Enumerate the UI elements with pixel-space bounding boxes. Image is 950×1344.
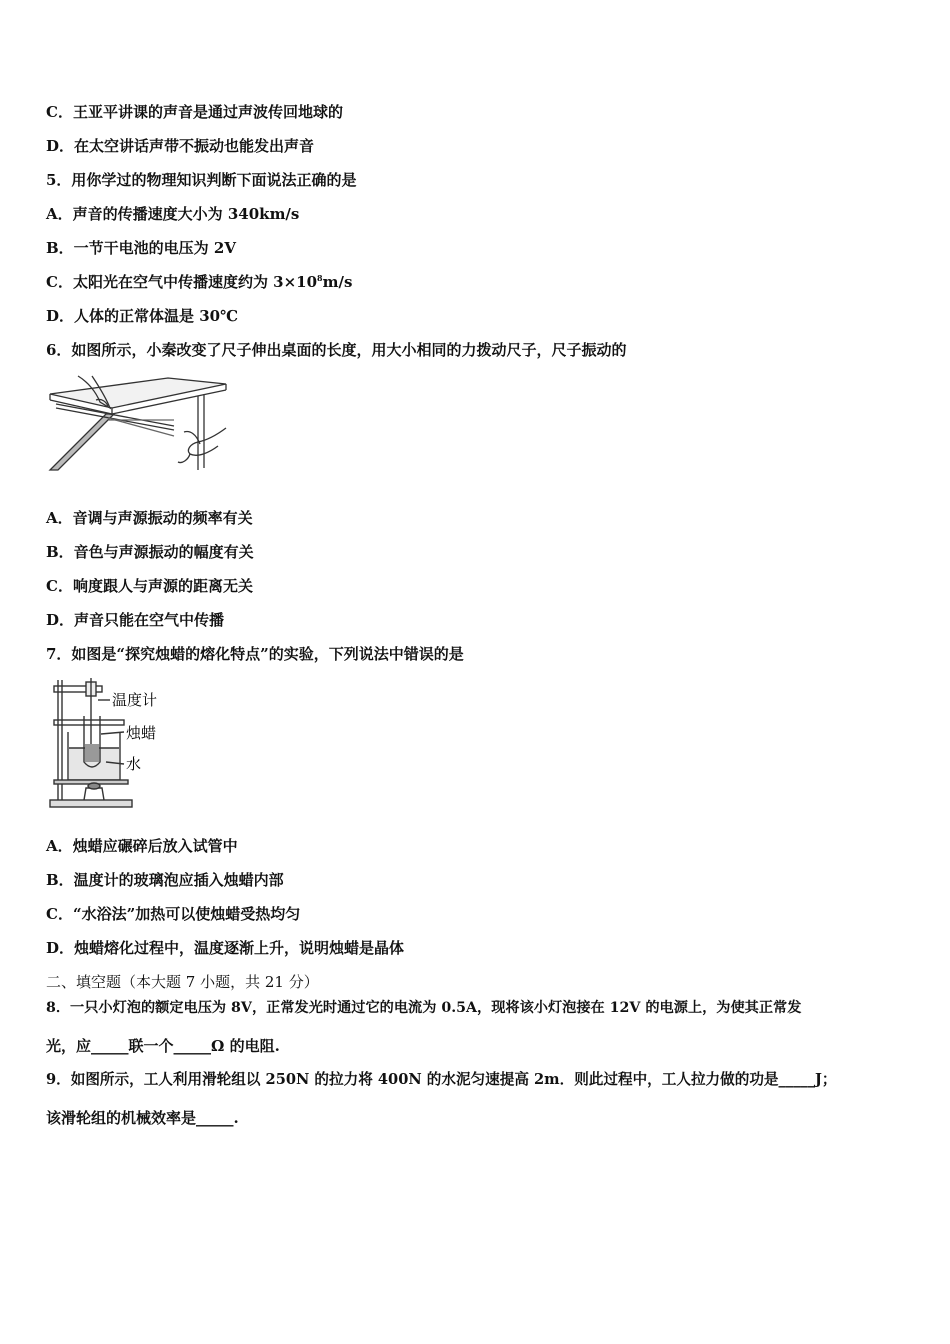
q7-option-a: A．烛蜡应碾碎后放入试管中 xyxy=(46,837,238,855)
q6-option-d: D．声音只能在空气中传播 xyxy=(46,611,225,629)
q7-option-d: D．烛蜡熔化过程中，温度逐渐上升，说明烛蜡是晶体 xyxy=(46,939,405,957)
q9-line-1: 9．如图所示，工人利用滑轮组以 250N 的拉力将 400N 的水泥匀速提高 2m．则此过程中，工人拉力做的功是_____J； xyxy=(46,1071,837,1088)
q7-option-c: C．“水浴法”加热可以使烛蜡受热均匀 xyxy=(46,905,301,923)
q5-option-b: B．一节干电池的电压为 2V xyxy=(46,239,236,257)
thermometer-label: 温度计 xyxy=(112,691,158,709)
wax-label: 烛蜡 xyxy=(126,724,157,742)
q5-option-d: D．人体的正常体温是 30℃ xyxy=(46,307,239,325)
q8-line-1: 8．一只小灯泡的额定电压为 8V，正常发光时通过它的电流为 0.5A，现将该小灯泡接在 12V 的电源上，为使其正常发 xyxy=(46,1000,802,1016)
q4-option-c: C．王亚平讲课的声音是通过声波传回地球的 xyxy=(46,103,343,121)
q5-option-c xyxy=(46,272,352,292)
q7-stem: 7．如图是“探究烛蜡的熔化特点”的实验，下列说法中错误的是 xyxy=(46,645,464,663)
q9-line-2: 该滑轮组的机械效率是_____. xyxy=(46,1109,239,1127)
wax-melting-apparatus-figure xyxy=(46,676,176,812)
section-2-title: 二、填空题（本大题 7 小题，共 21 分） xyxy=(46,973,319,991)
q5-option-c-prefix: C．太阳光在空气中传播速度约为 3×10 xyxy=(46,273,318,291)
q5-option-a: A．声音的传播速度大小为 340km/s xyxy=(46,205,300,223)
q5-stem: 5．用你学过的物理知识判断下面说法正确的是 xyxy=(46,171,357,189)
q7-option-b: B．温度计的玻璃泡应插入烛蜡内部 xyxy=(46,871,284,889)
ruler-table-figure xyxy=(48,374,230,474)
q6-stem: 6．如图所示，小秦改变了尺子伸出桌面的长度，用大小相同的力拨动尺子，尺子振动的 xyxy=(46,341,627,359)
q6-option-a: A．音调与声源振动的频率有关 xyxy=(46,509,253,527)
water-label: 水 xyxy=(126,755,142,773)
q5-option-c-exponent: 8 xyxy=(317,273,323,283)
q6-option-c: C．响度跟人与声源的距离无关 xyxy=(46,577,253,595)
q6-option-b: B．音色与声源振动的幅度有关 xyxy=(46,543,254,561)
q8-line-2: 光，应_____联一个_____Ω 的电阻. xyxy=(46,1037,280,1055)
q5-option-c-suffix: m/s xyxy=(322,273,353,291)
q4-option-d: D．在太空讲话声带不振动也能发出声音 xyxy=(46,137,315,155)
